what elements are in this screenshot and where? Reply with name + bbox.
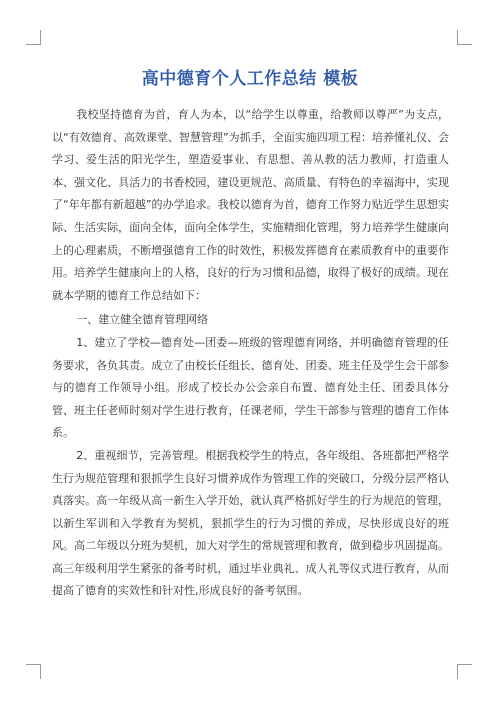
body-paragraph: 2、重视细节，完善管理。根据我校学生的特点，各年级组、各班都把严格学生行为规范管理和狠抓学生良好习惯养成作为管理工作的突破口，分级分层严格认真落实。高一年级从高一新生入学开始，就认真严格抓好学生的行为规范的管理，以新生军训和入学教育为契机，狠抓学生的行为习惯的养成，尽快形成良好的班风。高二年级以分班为契机，加大对学生的常规管理和教育，做到稳步巩固提高。高三年级利用学生紧张的备考时机，通过毕业典礼、成人礼等仪式进行教育，从而提高了德育的实效性和针对性,形成良好的备考氛围。	[52, 448, 449, 598]
crop-mark-bottom-right	[457, 664, 472, 679]
document-title: 高中德育个人工作总结 模板	[141, 69, 359, 89]
crop-mark-top-left	[26, 30, 41, 45]
crop-mark-top-right	[457, 30, 472, 45]
crop-mark-bottom-left	[26, 664, 41, 679]
body-paragraph: 1、建立了学校—德育处—团委—班级的管理德育网络，并明确德育管理的任务要求，各负其责。成立了由校长任组长、德育处、团委、班主任及学生会干部参与的德育工作领导小组。形成了校长办公会亲自布置、德育处主任、团委具体分管、班主任老师时刻对学生进行教育，任课老师，学生干部参与管理的德育工作体系。	[52, 335, 449, 440]
intro-paragraph: 我校坚持德育为首，育人为本，以“给学生以尊重，给教师以尊严”为支点，以“有效德育、高效课堂、智慧管理”为抓手，全面实施四项工程：培养懂礼仪、会学习、爱生活的阳光学生，塑造爱事业、有思想、善从教的活力教师，打造重人本、强文化、具活力的书香校园，建设更规范、高质量、有特色的幸福海中，实现了“年年都有新超越”的办学追求。我校以德育为首，德育工作努力贴近学生思想实际、生活实际，面向全体，面向全体学生，实施精细化管理，努力培养学生健康向上的心理素质，不断增强德育工作的时效性，积极发挥德育在素质教育中的重要作用。培养学生健康向上的人格，良好的行为习惯和品德，取得了极好的成绩。现在就本学期的德育工作总结如下：	[52, 108, 449, 302]
document-body	[52, 104, 449, 603]
section-heading: 一、建立健全德育管理网络	[76, 313, 209, 327]
